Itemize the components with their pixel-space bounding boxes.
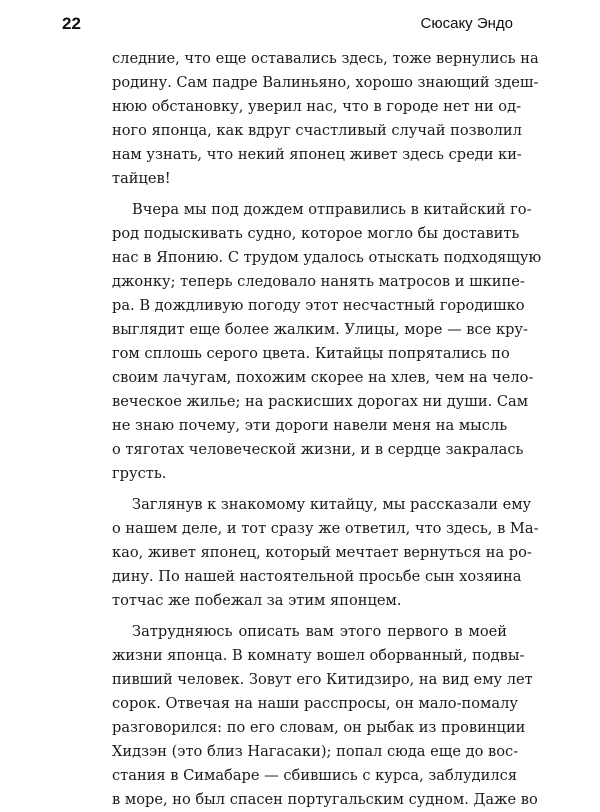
paragraph — [112, 620, 538, 812]
text-line: ного японца, как вдруг счастливый случай позволил — [112, 122, 522, 139]
text-line: Заглянув к знакомому китайцу, мы рассказали ему — [132, 496, 532, 513]
text-line: Затрудняюсь описать вам этого первого в моей — [132, 623, 507, 640]
text-line: сорок. Отвечая на наши расспросы, он мало-помалу — [112, 695, 518, 712]
text-line: дину. По нашей настоятельной просьбе сын хозяина — [112, 568, 522, 585]
text-line: као, живет японец, который мечтает вернуться на ро- — [112, 544, 532, 561]
text-line: ра. В дождливую погоду этот несчастный городишко — [112, 297, 525, 314]
paragraph — [112, 198, 542, 486]
text-line: гом сплошь серого цвета. Китайцы попрятались по — [112, 345, 510, 362]
text-line: тотчас же побежал за этим японцем. — [112, 592, 402, 609]
paragraph — [112, 493, 539, 613]
text-line: следние, что еще оставались здесь, тоже вернулись на — [112, 50, 539, 67]
text-line: разговорился: по его словам, он рыбак из провинции — [112, 719, 526, 736]
text-line: выглядит еще более жалким. Улицы, море — все кру- — [112, 321, 528, 338]
text-line: джонку; теперь следовало нанять матросов и шкипе- — [112, 273, 525, 290]
text-line: Вчера мы под дождем отправились в китайский го- — [132, 201, 532, 218]
text-line: о нашем деле, и тот сразу же ответил, что здесь, в Ма- — [112, 520, 539, 537]
text-line: своим лачугам, похожим скорее на хлев, чем на чело- — [112, 369, 534, 386]
text-line: не знаю почему, эти дороги навели меня на мысль — [112, 417, 508, 434]
text-line: тайцев! — [112, 170, 171, 187]
text-line: пивший человек. Зовут его Китидзиро, на вид ему лет — [112, 671, 533, 688]
text-line: в море, но был спасен португальским судном. Даже во — [112, 791, 538, 808]
text-line: жизни японца. В комнату вошел оборванный, подвы- — [112, 647, 525, 664]
text-line: веческое жилье; на раскисших дорогах ни души. Сам — [112, 393, 529, 410]
text-line: род подыскивать судно, которое могло бы доставить — [112, 225, 520, 242]
paragraph — [112, 47, 539, 191]
running-title: Сюсаку Эндо — [420, 15, 513, 32]
page-header — [0, 0, 600, 40]
body-text — [112, 47, 542, 812]
text-line: нюю обстановку, уверил нас, что в городе нет ни од- — [112, 98, 522, 115]
text-line: нас в Японию. С трудом удалось отыскать подходящую — [112, 249, 542, 266]
text-line: нам узнать, что некий японец живет здесь среди ки- — [112, 146, 522, 163]
text-line: о тяготах человеческой жизни, и в сердце закралась — [112, 441, 524, 458]
text-line: грусть. — [112, 465, 167, 482]
text-line: родину. Сам падре Валиньяно, хорошо знающий здеш- — [112, 74, 539, 91]
text-line: стания в Симабаре — сбившись с курса, заблудился — [112, 767, 518, 784]
text-line: Хидзэн (это близ Нагасаки); попал сюда еще до вос- — [112, 743, 519, 760]
page-number: 22 — [62, 14, 81, 33]
